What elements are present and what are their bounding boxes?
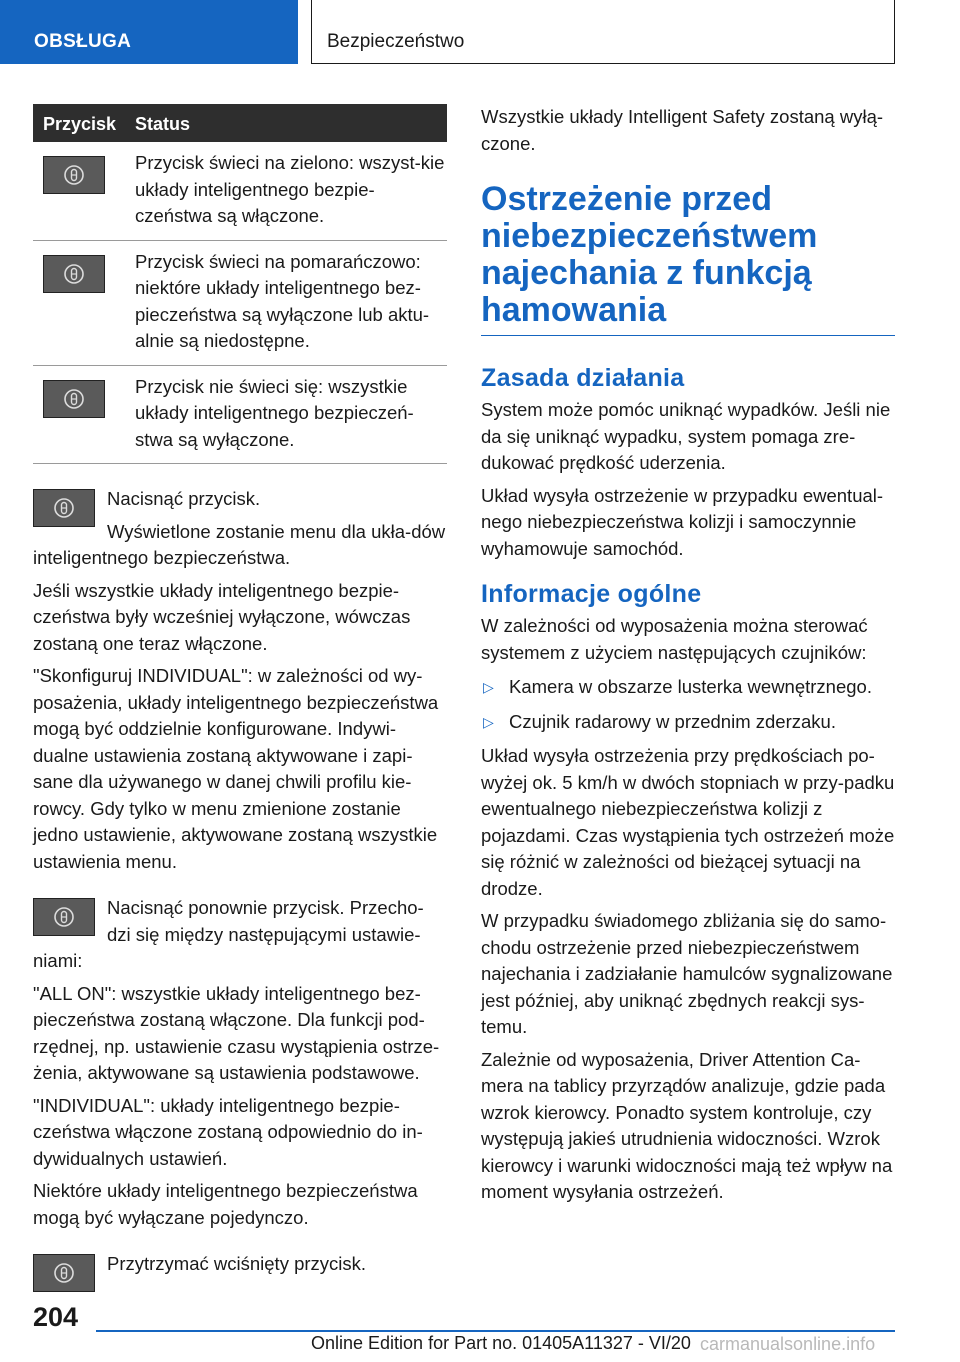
triangle-bullet-icon: ▷ (483, 713, 494, 730)
table-row (33, 142, 447, 241)
paragraph: "Skonfiguruj INDIVIDUAL": w zależności od wy-posażenia, układy inteligentnego bezpieczeństwa mogą być oddzielnie konfigurowane. Indywi-dualne ustawienia zostaną aktywowane i zapi-sane dla używanego w danej chwili profilu kie-rowcy. Gdy tylko w menu zmienione zostanie jedno ustawienie, aktywowane zostaną wszystkie ustawienia menu. (33, 665, 439, 872)
list-item (481, 674, 895, 701)
list-item (481, 709, 895, 736)
paragraph: Układ wysyła ostrzeżenia przy prędkościach po-wyżej ok. 5 km/h w dwóch stopniach w przy-padku ewentualnego niebezpieczeństwa kolizji z pojazdami. Czas wystąpienia tych ostrzeżeń może się różnić w zależności od bieżącej sytuacji na drodze. (481, 745, 895, 899)
table-cell-status: Przycisk nie świeci się: wszystkie układy inteligentnego bezpieczeń-stwa są wyłączone. (135, 375, 414, 450)
subheading: Zasada działania (481, 364, 685, 392)
safety-button-icon (33, 898, 95, 936)
paragraph: Wyświetlone zostanie menu dla ukła-dów inteligentnego bezpieczeństwa. (33, 520, 446, 568)
paragraph: W zależności od wyposażenia można sterować systemem z użyciem następujących czujników: (481, 615, 868, 663)
safety-button-icon (33, 1254, 95, 1292)
paragraph: Nacisnąć przycisk. (107, 488, 261, 509)
section-heading: Ostrzeżenie przed niebezpieczeństwem najechania z funkcją hamowania (481, 181, 895, 336)
section-title: OBSŁUGA (34, 31, 132, 52)
footer-edition: Online Edition for Part no. 01405A11327 - VI/20 (311, 1333, 691, 1353)
table-row (33, 241, 447, 366)
list-item-text: Kamera w obszarze lusterka wewnętrznego. (509, 676, 872, 697)
paragraph: "ALL ON": wszystkie układy inteligentnego bez-pieczeństwa zostaną włączone. Dla funkcji pod-rzędnej, np. ustawienie czasu wystąpienia ostrze-żenia, aktywowane są ustawienia podstawowe. (33, 982, 440, 1083)
paragraph: Nacisnąć ponownie przycisk. Przecho-dzi się między następującymi ustawie-niami: (33, 897, 424, 971)
paragraph: W przypadku świadomego zbliżania się do samo-chodu ostrzeżenie przed niebezpieczeństwem najechania i zadziałanie hamulców sygnalizowane jest później, aby uniknąć zbędnych reakcji sys-temu. (481, 910, 893, 1037)
table-header (33, 104, 447, 142)
paragraph: System może pomóc uniknąć wypadków. Jeśli nie da się uniknąć wypadku, system pomaga zre-dukować prędkość uderzenia. (481, 399, 891, 473)
page-number: 204 (33, 1302, 79, 1332)
table-cell-status: Przycisk świeci na pomarańczowo: niektóre układy inteligentnego bez-pieczeństwa są wyłączone lub aktu-alnie są niedostępne. (135, 250, 430, 351)
right-column (481, 104, 895, 1212)
triangle-bullet-icon: ▷ (483, 679, 494, 695)
left-column (33, 104, 447, 1296)
table-row (33, 366, 447, 465)
paragraph: Przytrzymać wciśnięty przycisk. (107, 1253, 367, 1274)
paragraph: Wszystkie układy Intelligent Safety zostaną wyłą-czone. (481, 106, 884, 154)
subheading: Informacje ogólne (481, 580, 702, 608)
safety-button-icon (33, 489, 95, 527)
watermark: carmanualsonline.info (700, 1334, 876, 1354)
safety-button-icon (43, 380, 105, 418)
footer-divider (96, 1330, 895, 1332)
list-item-text: Czujnik radarowy w przednim zderzaku. (509, 710, 836, 732)
paragraph: "INDIVIDUAL": układy inteligentnego bezpie-czeństwa włączone zostaną odpowiednio do in-dywidualnych ustawień. (33, 1094, 423, 1169)
chapter-title: Bezpieczeństwo (327, 31, 465, 52)
table-cell-status: Przycisk świeci na zielono: wszyst-kie układy inteligentnego bezpie-czeństwa są włączone. (135, 152, 445, 226)
chapter-tab (311, 0, 895, 64)
paragraph: Układ wysyła ostrzeżenie w przypadku ewentual-nego niebezpieczeństwa kolizji i samoczynnie wyhamowuje samochód. (481, 484, 884, 559)
paragraph: Zależnie od wyposażenia, Driver Attention Ca-mera na tablicy przyrządów analizuje, gdzie pada wzrok kierowcy. Ponadto system kontroluje, czy występują jakieś utrudnienia widoczności. Wzrok kierowcy i warunki widoczności mają też wpływ na moment wysyłania ostrzeżeń. (481, 1048, 893, 1202)
table-header-status: Status (135, 114, 191, 134)
paragraph: Niektóre układy inteligentnego bezpieczeństwa mogą być wyłączane pojedynczo. (33, 1180, 418, 1228)
safety-button-icon (43, 156, 105, 194)
table-header-button: Przycisk (43, 114, 117, 134)
section-tab (0, 0, 298, 64)
safety-button-icon (43, 255, 105, 293)
paragraph: Jeśli wszystkie układy inteligentnego bezpie-czeństwa były wcześniej wyłączone, wówczas zostaną one teraz włączone. (33, 579, 411, 654)
